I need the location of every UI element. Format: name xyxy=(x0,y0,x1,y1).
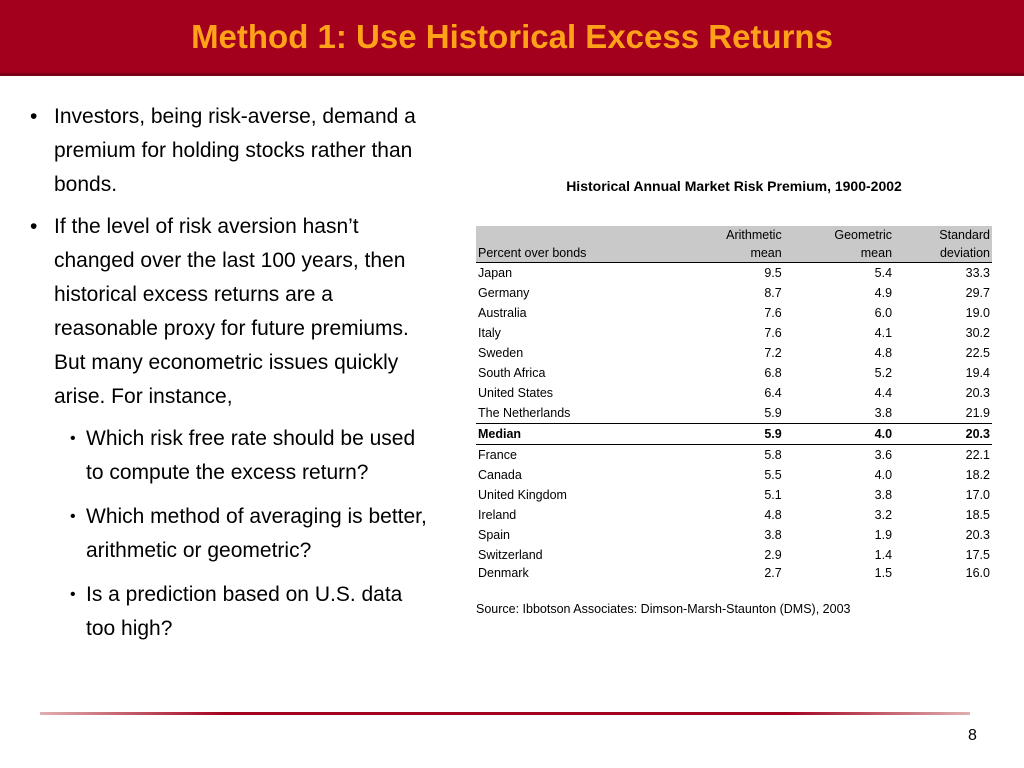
value-cell: 7.6 xyxy=(764,326,782,340)
table-row xyxy=(476,465,992,485)
footer-divider xyxy=(40,712,970,715)
table-row-median xyxy=(476,424,992,445)
row-label-cell: Median xyxy=(476,424,677,445)
table-source: Source: Ibbotson Associates: Dimson-Marsh-Staunton (DMS), 2003 xyxy=(476,602,851,616)
table-row xyxy=(476,403,992,424)
value-cell: 16.0 xyxy=(965,566,990,580)
row-label-cell: Australia xyxy=(478,306,527,320)
table-header-row xyxy=(476,244,992,263)
header-cell: Standard xyxy=(939,228,990,242)
value-cell: 18.2 xyxy=(965,468,990,482)
risk-premium-table xyxy=(476,226,992,581)
table-row xyxy=(476,363,992,383)
table-row xyxy=(476,565,992,581)
value-cell: 4.0 xyxy=(784,424,894,445)
value-cell: 3.6 xyxy=(874,448,893,462)
table-row xyxy=(476,283,992,303)
table-row xyxy=(476,303,992,323)
row-label-cell: France xyxy=(478,448,517,462)
table-row xyxy=(476,485,992,505)
value-cell: 4.8 xyxy=(874,346,893,360)
value-cell: 4.4 xyxy=(874,386,893,400)
value-cell: 4.8 xyxy=(764,508,782,522)
value-cell: 1.9 xyxy=(874,528,893,542)
row-label-cell: Japan xyxy=(478,266,513,280)
header-cell: mean xyxy=(677,244,784,263)
value-cell: 1.4 xyxy=(874,548,893,562)
sub-bullet-dot-icon: • xyxy=(70,508,76,525)
value-cell: 7.6 xyxy=(764,306,782,320)
table-title: Historical Annual Market Risk Premium, 1900-2002 xyxy=(566,178,902,194)
value-cell: 19.4 xyxy=(965,366,990,380)
table-row xyxy=(476,525,992,545)
header-cell: Arithmetic xyxy=(726,228,782,242)
value-cell: 21.9 xyxy=(965,406,990,420)
row-label-cell: Germany xyxy=(478,286,530,300)
value-cell: 9.5 xyxy=(764,266,782,280)
value-cell: 5.1 xyxy=(764,488,782,502)
value-cell: 2.9 xyxy=(764,548,782,562)
sub-bullet-dot-icon: • xyxy=(70,586,76,603)
value-cell: 5.2 xyxy=(874,366,893,380)
header-cell: deviation xyxy=(894,244,992,263)
table-row xyxy=(476,343,992,363)
value-cell: 3.2 xyxy=(874,508,893,522)
value-cell: 5.4 xyxy=(874,266,893,280)
sub-bullet-dot-icon: • xyxy=(70,430,76,447)
header-cell: Geometric xyxy=(834,228,893,242)
bullet-text: If the level of risk aversion hasn’t changed over the last 100 years, then historical excess returns are a reasonable proxy for future premiums. But many econometric issues quickly arise. For instance, xyxy=(54,215,409,408)
row-label-cell: Switzerland xyxy=(478,548,543,562)
value-cell: 1.5 xyxy=(874,566,893,580)
row-label-cell: Italy xyxy=(478,326,501,340)
value-cell: 3.8 xyxy=(874,406,893,420)
value-cell: 20.3 xyxy=(965,386,990,400)
sub-bullet-item xyxy=(70,578,428,646)
value-cell: 22.1 xyxy=(965,448,990,462)
value-cell: 5.9 xyxy=(764,406,782,420)
title-bar xyxy=(0,0,1024,76)
row-label-cell: Ireland xyxy=(478,508,517,522)
value-cell: 22.5 xyxy=(965,346,990,360)
value-cell: 29.7 xyxy=(965,286,990,300)
table-row xyxy=(476,505,992,525)
bullet-dot-icon: • xyxy=(30,215,38,238)
sub-bullet-item xyxy=(70,500,428,568)
sub-bullet-item xyxy=(70,422,428,490)
table-row xyxy=(476,545,992,565)
value-cell: 7.2 xyxy=(764,346,782,360)
table-row xyxy=(476,383,992,403)
row-label-cell: The Netherlands xyxy=(478,406,571,420)
row-label-cell: Denmark xyxy=(478,566,529,580)
value-cell: 20.3 xyxy=(965,528,990,542)
value-cell: 4.9 xyxy=(874,286,893,300)
slide-title: Method 1: Use Historical Excess Returns xyxy=(191,17,833,55)
value-cell: 6.4 xyxy=(764,386,782,400)
value-cell: 18.5 xyxy=(965,508,990,522)
row-label-cell: Canada xyxy=(478,468,522,482)
table-body xyxy=(476,263,992,582)
value-cell: 20.3 xyxy=(894,424,992,445)
value-cell: 17.5 xyxy=(965,548,990,562)
bullet-item xyxy=(28,100,428,202)
row-label-cell: South Africa xyxy=(478,366,546,380)
table-row xyxy=(476,445,992,466)
value-cell: 30.2 xyxy=(965,326,990,340)
value-cell: 5.8 xyxy=(764,448,782,462)
bullet-text: Investors, being risk-averse, demand a premium for holding stocks rather than bonds. xyxy=(54,105,416,196)
sub-bullet-text: Which risk free rate should be used to compute the excess return? xyxy=(86,427,416,484)
value-cell: 17.0 xyxy=(965,488,990,502)
row-label-cell: Spain xyxy=(478,528,510,542)
bullet-dot-icon: • xyxy=(30,105,38,128)
value-cell: 2.7 xyxy=(764,566,782,580)
table-row xyxy=(476,263,992,284)
row-label-cell: United Kingdom xyxy=(478,488,567,502)
value-cell: 5.9 xyxy=(677,424,784,445)
value-cell: 8.7 xyxy=(764,286,782,300)
value-cell: 19.0 xyxy=(965,306,990,320)
sub-bullet-text: Is a prediction based on U.S. data too high? xyxy=(86,583,403,640)
row-label-cell: United States xyxy=(478,386,554,400)
sub-bullet-text: Which method of averaging is better, arithmetic or geometric? xyxy=(86,505,427,562)
value-cell: 3.8 xyxy=(874,488,893,502)
table-header-row xyxy=(476,226,992,244)
bullet-item xyxy=(28,210,428,414)
header-cell: Percent over bonds xyxy=(476,244,677,263)
header-cell: mean xyxy=(784,244,894,263)
value-cell: 5.5 xyxy=(764,468,782,482)
value-cell: 3.8 xyxy=(764,528,782,542)
value-cell: 6.8 xyxy=(764,366,782,380)
table-row xyxy=(476,323,992,343)
header-cell xyxy=(476,226,677,244)
bullet-list xyxy=(28,100,428,656)
value-cell: 6.0 xyxy=(874,306,893,320)
page-number: 8 xyxy=(968,727,977,744)
value-cell: 4.1 xyxy=(874,326,893,340)
value-cell: 33.3 xyxy=(965,266,990,280)
value-cell: 4.0 xyxy=(874,468,893,482)
row-label-cell: Sweden xyxy=(478,346,524,360)
